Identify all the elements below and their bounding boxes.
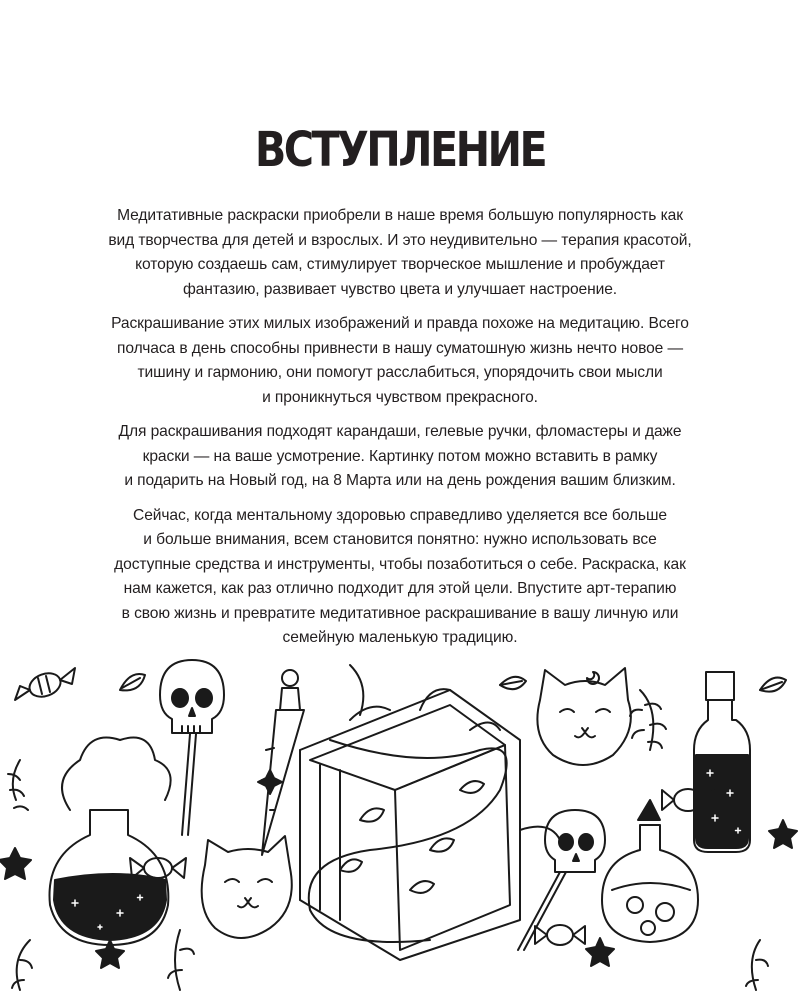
text-line: тишину и гармонию, они помогут расслабиться, упорядочить свои мысли: [137, 364, 663, 381]
candy-icon: [15, 668, 75, 701]
text-line: Медитативные раскраски приобрели в наше время большую популярность как: [117, 207, 683, 224]
text-line: нам кажется, как раз отлично подходит для этой цели. Впустите арт-терапию: [123, 580, 677, 597]
text-line: краски — на ваше усмотрение. Картинку потом можно вставить в рамку: [142, 447, 658, 465]
potion-bottle-icon: [50, 738, 171, 946]
intro-text: [60, 204, 740, 661]
text-line: полчаса в день способны привнести в нашу суматошную жизнь нечто новое —: [117, 339, 683, 357]
crystal-vial-icon: [258, 670, 304, 855]
cat-face-icon: [202, 836, 292, 938]
text-line: фантазию, развивает чувство цвета и улучшает настроение.: [182, 280, 618, 298]
text-line: семейную маленькую традицию.: [282, 629, 518, 646]
text-line: и больше внимания, всем становится понятно: нужно использовать все: [143, 531, 657, 548]
skull-lollipop-icon: [160, 660, 224, 835]
text-line: Для раскрашивания подходят карандаши, гелевые ручки, фломастеры и даже: [118, 423, 682, 440]
text-line: Сейчас, когда ментальному здоровью справедливо уделяется все больше: [133, 506, 667, 524]
paragraph-2: [60, 312, 740, 410]
text-line: в свою жизнь и превратите медитативное раскрашивание в вашу личную или: [121, 604, 679, 622]
cat-face-icon: [537, 668, 630, 765]
page-title: ВСТУПЛЕНИЕ: [254, 122, 546, 178]
paragraph-4: [60, 504, 740, 651]
text-line: доступные средства и инструменты, чтобы позаботиться о себе. Раскраска, как: [114, 555, 686, 573]
magic-illustration: [0, 650, 800, 1000]
text-line: Раскрашивание этих милых изображений и правда похоже на медитацию. Всего: [111, 315, 689, 332]
potion-bottle-icon: [602, 800, 698, 942]
paragraph-3: [60, 420, 740, 494]
spellbook-icon: [300, 665, 560, 960]
text-line: которую создаешь сам, стимулирует творческое мышление и пробуждает: [135, 256, 665, 273]
star-bottle-icon: [694, 672, 750, 852]
skull-lollipop-icon: [518, 810, 605, 950]
text-line: вид творчества для детей и взрослых. И это неудивительно — терапия красотой,: [108, 231, 692, 249]
candy-icon: [130, 789, 714, 945]
text-line: и подарить на Новый год, на 8 Марта или на день рождения вашим близким.: [124, 472, 676, 489]
paragraph-1: [60, 204, 740, 302]
text-line: и проникнуться чувством прекрасного.: [262, 388, 538, 406]
